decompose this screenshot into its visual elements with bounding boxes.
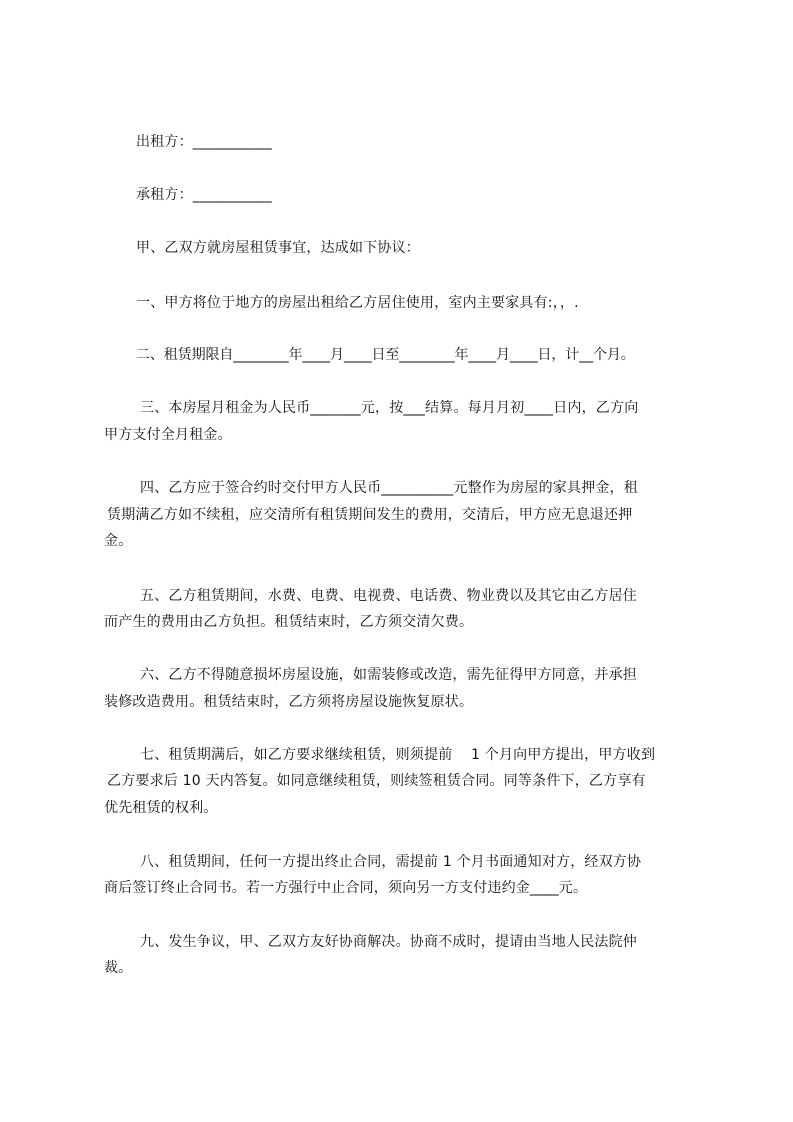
clause-9-line-1: 九、发生争议，甲、乙双方友好协商解决。协商不成时，提请由当地人民法院仲 (140, 934, 637, 950)
clause-5-line-2: 而产生的费用由乙方负担。租赁结束时，乙方须交清欠费。 (104, 614, 474, 630)
clause-4-line-1: 四、乙方应于签合约时交付甲方人民币__________元整作为房屋的家具押金，租 (140, 480, 638, 496)
clause-8-line-1: 八、租赁期间，任何一方提出终止合同，需提前 1 个月书面通知对方，经双方协 (140, 854, 642, 870)
clause-4-line-2: 赁期满乙方如不续租，应交清所有租赁期间发生的费用，交清后，甲方应无息退还押 (107, 507, 633, 523)
clause-2-line-1: 二、租赁期限自________年____月____日至________年____月____日，计__个月。 (136, 347, 635, 363)
clause-6-line-2: 装修改造费用。租赁结束时，乙方须将房屋设施恢复原状。 (104, 694, 474, 710)
clause-1-line-1: 一、甲方将位于地方的房屋出租给乙方居住使用，室内主要家具有:，，. (136, 295, 579, 311)
clause-3-line-2: 甲方支付全月租金。 (104, 427, 232, 443)
clause-7-line-1: 七、租赁期满后，如乙方要求继续租赁，则须提前 1 个月向甲方提出，甲方收到 (140, 747, 656, 763)
clause-8-line-2: 商后签订终止合同书。若一方强行中止合同，须向另一方支付违约金____元。 (104, 880, 588, 896)
lessee-line: 承租方：___________ (136, 187, 272, 203)
clause-7-line-3: 优先租赁的权利。 (104, 800, 218, 816)
clause-5-line-1: 五、乙方租赁期间，水费、电费、电视费、电话费、物业费以及其它由乙方居住 (140, 588, 637, 604)
clause-3-line-1: 三、本房屋月租金为人民币_______元，按___结算。每月月初____日内，乙方向 (140, 400, 639, 416)
lessor-line: 出租方：___________ (136, 134, 272, 150)
intro-line: 甲、乙双方就房屋租赁事宜，达成如下协议： (136, 240, 420, 256)
clause-9-line-2: 裁。 (104, 960, 133, 976)
clause-7-line-2: 乙方要求后 10 天内答复。如同意继续租赁，则续签租赁合同。同等条件下，乙方享有 (107, 773, 646, 789)
clause-4-line-3: 金。 (104, 533, 133, 549)
clause-6-line-1: 六、乙方不得随意损坏房屋设施，如需装修或改造，需先征得甲方同意，并承担 (140, 667, 637, 683)
